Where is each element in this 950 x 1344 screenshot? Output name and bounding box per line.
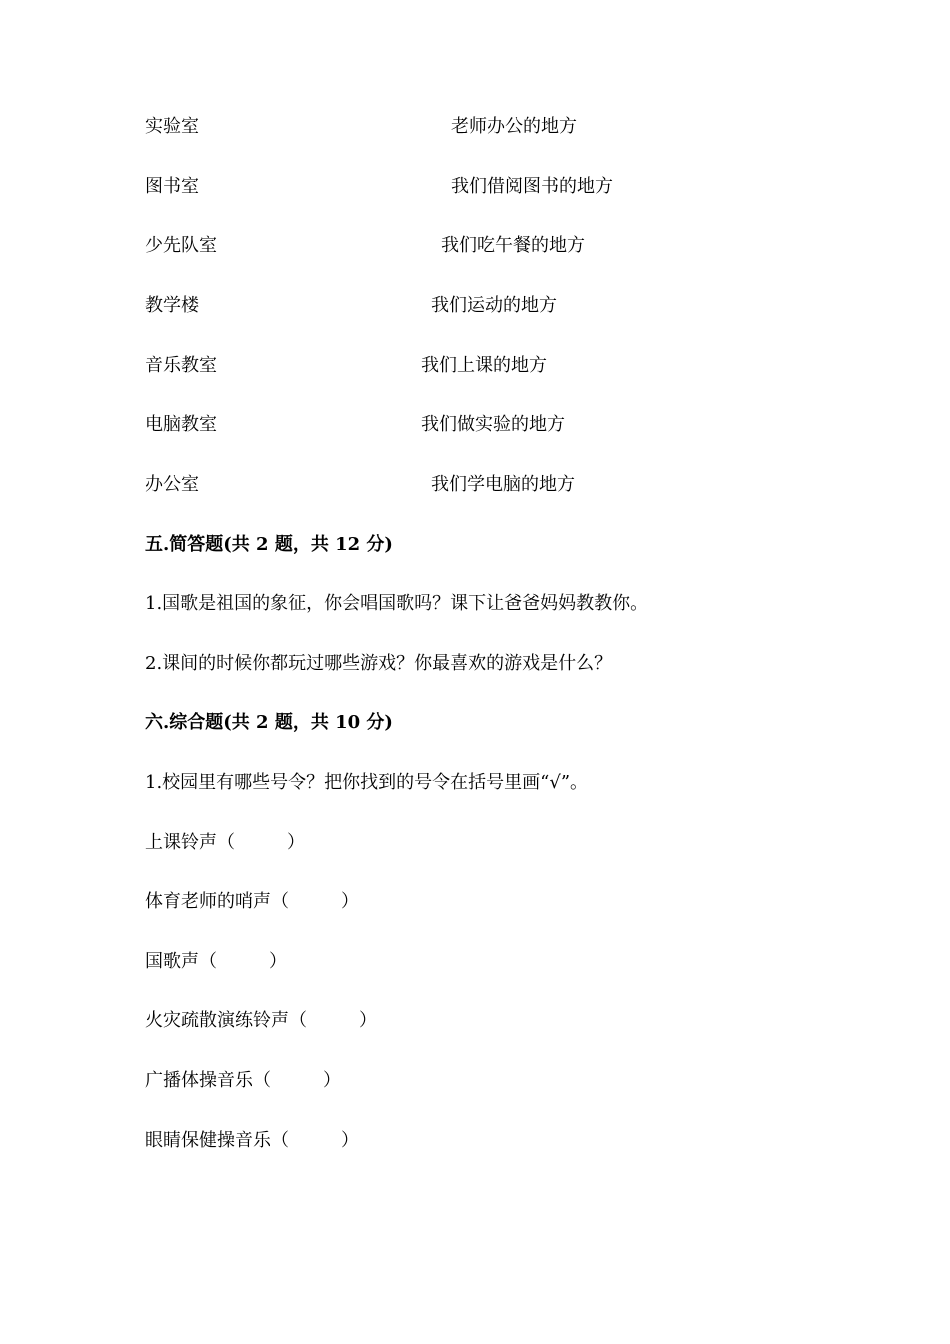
signal-item xyxy=(145,950,287,974)
signal-item-label: 火灾疏散演练铃声 xyxy=(145,1010,289,1031)
close-paren: ） xyxy=(287,832,305,853)
signal-item-label: 眼睛保健操音乐 xyxy=(145,1130,271,1151)
section5-question-1: 1.国歌是祖国的象征，你会唱国歌吗？课下让爸爸妈妈教教你。 xyxy=(145,593,649,614)
match-left-2: 图书室 xyxy=(145,176,199,197)
close-paren: ） xyxy=(359,1010,377,1031)
match-right-2: 我们借阅图书的地方 xyxy=(451,176,613,197)
open-paren: （ xyxy=(271,1130,289,1151)
close-paren: ） xyxy=(341,1130,359,1151)
section5-question-2: 2.课间的时候你都玩过哪些游戏？你最喜欢的游戏是什么？ xyxy=(145,653,613,674)
match-right-5: 我们上课的地方 xyxy=(421,355,547,376)
section6-heading: 六.综合题(共 2 题，共 10 分) xyxy=(145,712,393,733)
open-paren: （ xyxy=(217,832,235,853)
match-left-1: 实验室 xyxy=(145,116,199,137)
match-right-6: 我们做实验的地方 xyxy=(421,414,565,435)
section5-heading: 五.简答题(共 2 题，共 12 分) xyxy=(145,534,393,555)
signal-item xyxy=(145,890,359,914)
match-left-5: 音乐教室 xyxy=(145,355,217,376)
signal-item-label: 国歌声 xyxy=(145,951,199,972)
match-right-7: 我们学电脑的地方 xyxy=(431,474,575,495)
signal-item xyxy=(145,1069,341,1093)
match-left-4: 教学楼 xyxy=(145,295,199,316)
close-paren: ） xyxy=(341,891,359,912)
signal-item xyxy=(145,831,305,855)
match-left-7: 办公室 xyxy=(145,474,199,495)
signal-item xyxy=(145,1009,377,1033)
match-right-1: 老师办公的地方 xyxy=(451,116,577,137)
open-paren: （ xyxy=(289,1010,307,1031)
open-paren: （ xyxy=(271,891,289,912)
close-paren: ） xyxy=(269,951,287,972)
open-paren: （ xyxy=(253,1070,271,1091)
close-paren: ） xyxy=(323,1070,341,1091)
section6-question-1: 1.校园里有哪些号令？把你找到的号令在括号里画“√”。 xyxy=(145,772,589,793)
open-paren: （ xyxy=(199,951,217,972)
match-left-3: 少先队室 xyxy=(145,235,217,256)
signal-item xyxy=(145,1129,359,1153)
signal-item-label: 广播体操音乐 xyxy=(145,1070,253,1091)
match-left-6: 电脑教室 xyxy=(145,414,217,435)
match-right-4: 我们运动的地方 xyxy=(431,295,557,316)
signal-item-label: 体育老师的哨声 xyxy=(145,891,271,912)
signal-item-label: 上课铃声 xyxy=(145,832,217,853)
match-right-3: 我们吃午餐的地方 xyxy=(441,235,585,256)
